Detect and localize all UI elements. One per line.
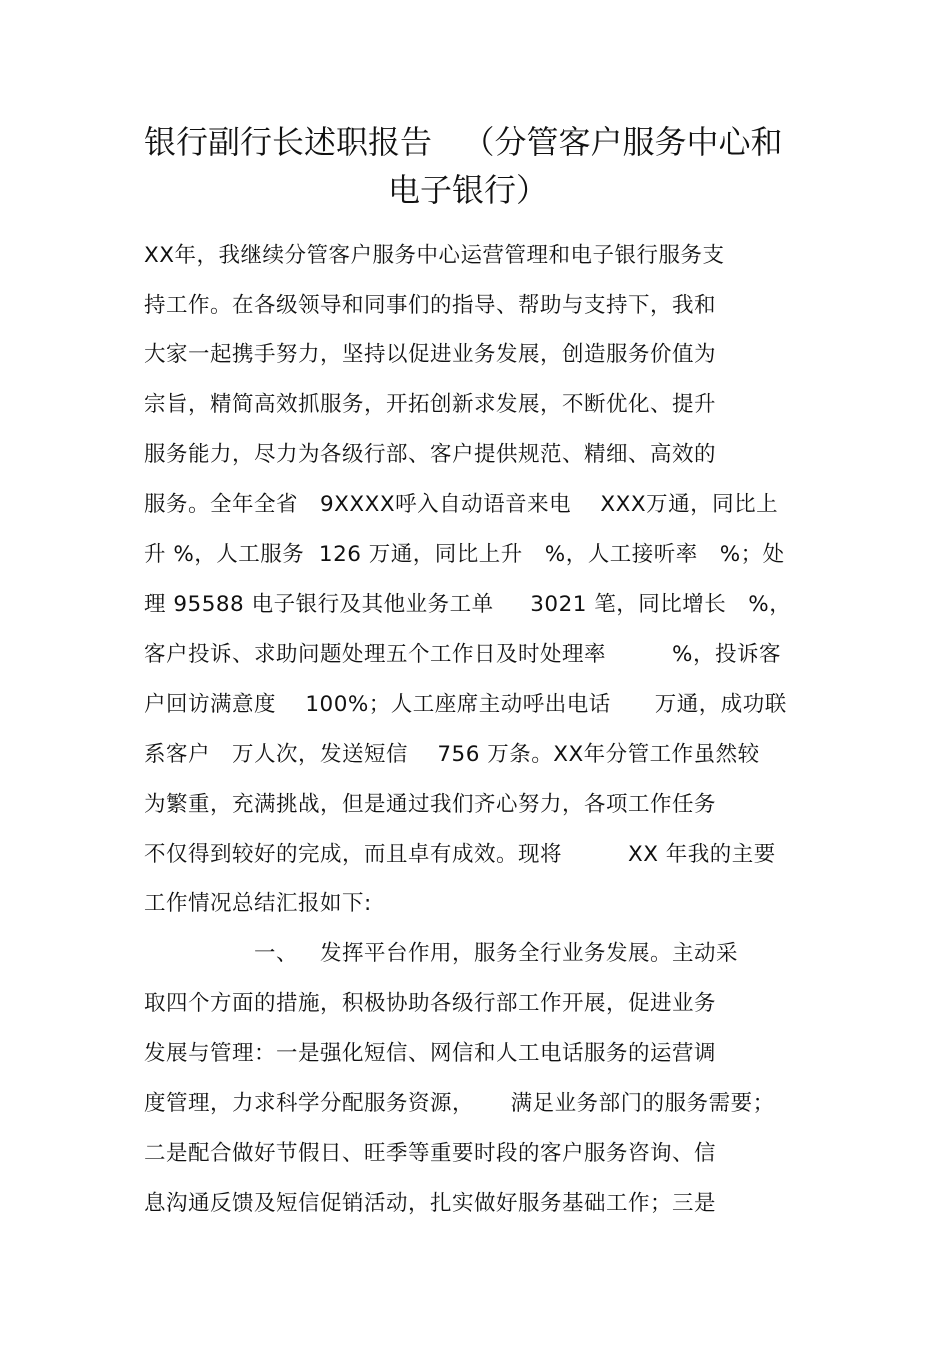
body-line: XX年，我继续分管客户服务中心运营管理和电子银行服务支 — [144, 243, 725, 268]
body-line: 客户投诉、求助问题处理五个工作日及时处理率 %，投诉客 — [144, 642, 781, 667]
document-title-line-1: 银行副行长述职报告 （分管客户服务中心和 — [144, 123, 783, 161]
body-line: 二是配合做好节假日、旺季等重要时段的客户服务咨询、信 — [144, 1141, 717, 1166]
body-line: 服务能力，尽力为各级行部、客户提供规范、精细、高效的 — [144, 442, 717, 467]
body-line: 为繁重，充满挑战，但是通过我们齐心努力，各项工作任务 — [144, 792, 717, 817]
body-line: 发展与管理：一是强化短信、网信和人工电话服务的运营调 — [144, 1041, 717, 1066]
body-line: 户回访满意度 100%；人工座席主动呼出电话 万通，成功联 — [144, 692, 787, 717]
body-line: 工作情况总结汇报如下: — [144, 891, 372, 916]
body-line: 不仅得到较好的完成，而且卓有成效。现将 XX 年我的主要 — [144, 842, 776, 867]
body-line: 度管理，力求科学分配服务资源， 满足业务部门的服务需要； — [144, 1091, 775, 1116]
body-line: 服务。全年全省 9XXXX呼入自动语音来电 XXX万通，同比上 — [144, 492, 779, 517]
body-line: 系客户 万人次，发送短信 756 万条。XX年分管工作虽然较 — [144, 742, 760, 767]
section-heading-line: 一、 发挥平台作用，服务全行业务发展。主动采 — [144, 941, 739, 966]
body-line: 大家一起携手努力，坚持以促进业务发展，创造服务价值为 — [144, 342, 717, 367]
body-line: 持工作。在各级领导和同事们的指导、帮助与支持下，我和 — [144, 293, 717, 318]
body-line: 息沟通反馈及短信促销活动，扎实做好服务基础工作；三是 — [144, 1191, 717, 1216]
body-line: 取四个方面的措施，积极协助各级行部工作开展，促进业务 — [144, 991, 717, 1016]
body-line: 理 95588 电子银行及其他业务工单 3021 笔，同比增长 %， — [144, 592, 792, 617]
body-line: 宗旨，精简高效抓服务，开拓创新求发展，不断优化、提升 — [144, 392, 717, 417]
document-title-line-2: 电子银行） — [388, 171, 549, 209]
body-line: 升 %，人工服务 126 万通，同比上升 %，人工接听率 %；处 — [144, 542, 785, 567]
